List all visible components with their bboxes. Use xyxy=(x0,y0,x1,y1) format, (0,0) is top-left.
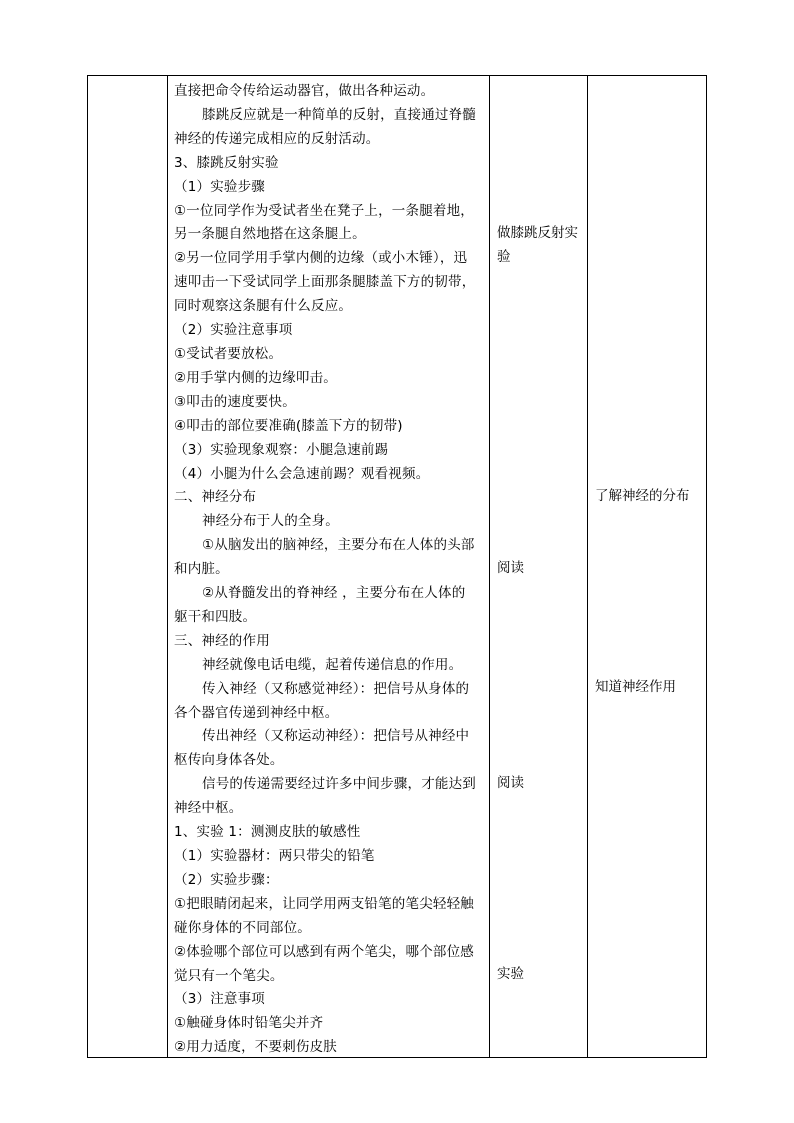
content-line: 觉只有一个笔尖。 xyxy=(174,967,284,984)
student-activity-reading-2: 阅读 xyxy=(497,775,524,791)
design-intent-distribution: 了解神经的分布 xyxy=(595,488,690,504)
content-line: ②从脊髓发出的脊神经 ，主要分布在人体的 xyxy=(202,585,466,602)
lesson-plan-table xyxy=(87,75,707,1058)
content-line: 枢传向身体各处。 xyxy=(174,752,284,769)
content-line: ①一位同学作为受试者坐在凳子上，一条腿着地， xyxy=(174,202,475,219)
content-line: （3）实验现象观察：小腿急速前踢 xyxy=(174,441,389,458)
student-activity-reflex-line1: 做膝跳反射实 xyxy=(497,225,578,241)
content-line: 另一条腿自然地搭在这条腿上。 xyxy=(174,226,366,243)
content-line: 传入神经（又称感觉神经）：把信号从身体的 xyxy=(202,680,470,697)
content-line: 各个器官传递到神经中枢。 xyxy=(174,704,339,721)
section-heading: 二、神经分布 xyxy=(174,489,257,506)
content-line: ②用手掌内侧的边缘叩击。 xyxy=(174,369,338,386)
content-line: ①从脑发出的脑神经，主要分布在人体的头部 xyxy=(202,537,475,554)
teaching-content-column xyxy=(168,80,492,1060)
content-line: 神经的传递完成相应的反射活动。 xyxy=(174,130,380,147)
section-heading: 3、膝跳反射实验 xyxy=(174,154,279,171)
content-line: ②体验哪个部位可以感到有两个笔尖，哪个部位感 xyxy=(174,943,475,960)
column-divider-3 xyxy=(587,76,588,1057)
content-line: 信号的传递需要经过许多中间步骤，才能达到 xyxy=(202,776,476,793)
content-line: ④叩击的部位要准确(膝盖下方的韧带) xyxy=(174,417,403,434)
section-heading: 1、实验 1：测测皮肤的敏感性 xyxy=(174,824,361,841)
content-line: ②用力适度，不要刺伤皮肤 xyxy=(174,1039,338,1056)
content-line: 神经中枢。 xyxy=(174,800,243,817)
content-line: 同时观察这条腿有什么反应。 xyxy=(174,298,353,315)
design-intent-function: 知道神经作用 xyxy=(595,679,676,695)
content-line: 神经分布于人的全身。 xyxy=(202,513,339,530)
section-heading: 三、神经的作用 xyxy=(174,632,270,649)
content-line: （2）实验注意事项 xyxy=(174,322,293,339)
content-line: 传出神经（又称运动神经）：把信号从神经中 xyxy=(202,728,470,745)
student-activity-reflex-line2: 验 xyxy=(497,249,511,265)
content-line: ①触碰身体时铅笔尖并齐 xyxy=(174,1015,324,1032)
content-line: 直接把命令传给运动器官，做出各种运动。 xyxy=(174,83,435,99)
content-line: 膝跳反应就是一种简单的反射，直接通过脊髓 xyxy=(202,106,476,123)
content-line: （1）实验器材：两只带尖的铅笔 xyxy=(174,848,375,864)
content-line: ②另一位同学用手掌内侧的边缘（或小木锤），迅 xyxy=(174,250,468,267)
content-line: （3）注意事项 xyxy=(174,991,265,1008)
content-line: ①受试者要放松。 xyxy=(174,345,283,362)
content-line: （1）实验步骤 xyxy=(174,178,265,195)
student-activity-experiment: 实验 xyxy=(497,966,524,982)
content-line: ①把眼睛闭起来，让同学用两支铅笔的笔尖轻轻触 xyxy=(174,895,475,912)
content-line: ③叩击的速度要快。 xyxy=(174,393,296,410)
content-line: 躯干和四肢。 xyxy=(174,608,257,625)
content-line: 神经就像电话电缆，起着传递信息的作用。 xyxy=(202,656,463,673)
content-line: （4）小腿为什么会急速前踢？观看视频。 xyxy=(174,465,430,482)
content-line: 速叩击一下受试同学上面那条腿膝盖下方的韧带， xyxy=(174,274,476,291)
content-line: （2）实验步骤： xyxy=(174,871,279,888)
content-line: 和内脏。 xyxy=(174,561,229,578)
content-line: 碰你身体的不同部位。 xyxy=(174,919,311,936)
student-activity-reading-1: 阅读 xyxy=(497,560,524,576)
